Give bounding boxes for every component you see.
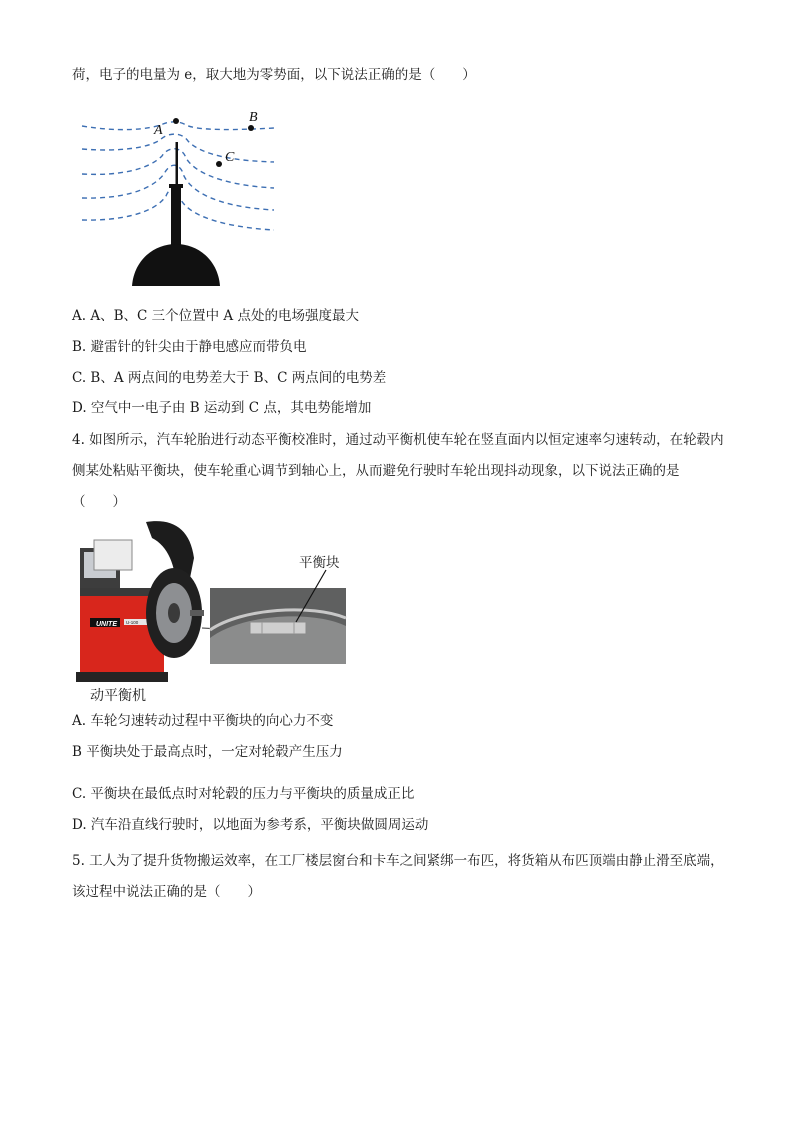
q5-stem: 5. 工人为了提升货物搬运效率，在工厂楼层窗台和卡车之间紧绑一布匹，将货箱从布匹顶端由静止滑至底端，该过程中说法正确的是（ ）: [72, 853, 724, 900]
q4-option-b: B 平衡块处于最高点时，一定对轮毂产生压力: [72, 744, 343, 760]
point-b-label: B: [249, 110, 258, 125]
point-b-marker: [248, 125, 254, 131]
point-a-marker: [173, 118, 179, 124]
q4-option-a: A. 车轮匀速转动过程中平衡块的向心力不变: [72, 713, 334, 729]
point-c-label: C: [225, 150, 235, 165]
balance-block-caption: 平衡块: [299, 555, 340, 571]
q4-stem: 4. 如图所示，汽车轮胎进行动态平衡校准时，通过动平衡机使车轮在竖直面内以恒定速率匀速转动，在轮毂内侧某处粘贴平衡块，使车轮重心调节到轴心上，从而避免行驶时车轮出现抖动现象，以下说法正确的是（ ）: [72, 432, 724, 510]
point-a-label: A: [154, 123, 163, 138]
q4-option-c: C. 平衡块在最低点时对轮毂的压力与平衡块的质量成正比: [72, 786, 415, 802]
point-c-marker: [216, 161, 222, 167]
balance-block-photo: [210, 588, 346, 664]
brand-label: UNITE: [96, 621, 117, 628]
q3-option-c: C. B、A 两点间的电势差大于 B、C 两点间的电势差: [72, 370, 387, 386]
balancer-figure: [72, 518, 352, 708]
machine-caption: 动平衡机: [90, 688, 146, 704]
q3-option-d: D. 空气中一电子由 B 运动到 C 点，其电势能增加: [72, 400, 372, 416]
balancing-machine: [76, 521, 204, 682]
lightning-rod-figure: [78, 104, 278, 290]
q4-option-d: D. 汽车沿直线行驶时，以地面为参考系，平衡块做圆周运动: [72, 817, 429, 833]
q3-intro: 荷，电子的电量为 e，取大地为零势面，以下说法正确的是（ ）: [72, 67, 476, 83]
lightning-rod: [132, 142, 220, 286]
q3-option-b: B. 避雷针的针尖由于静电感应而带负电: [72, 339, 307, 355]
model-label: U-100: [126, 620, 139, 625]
q3-option-a: A. A、B、C 三个位置中 A 点处的电场强度最大: [72, 308, 359, 324]
